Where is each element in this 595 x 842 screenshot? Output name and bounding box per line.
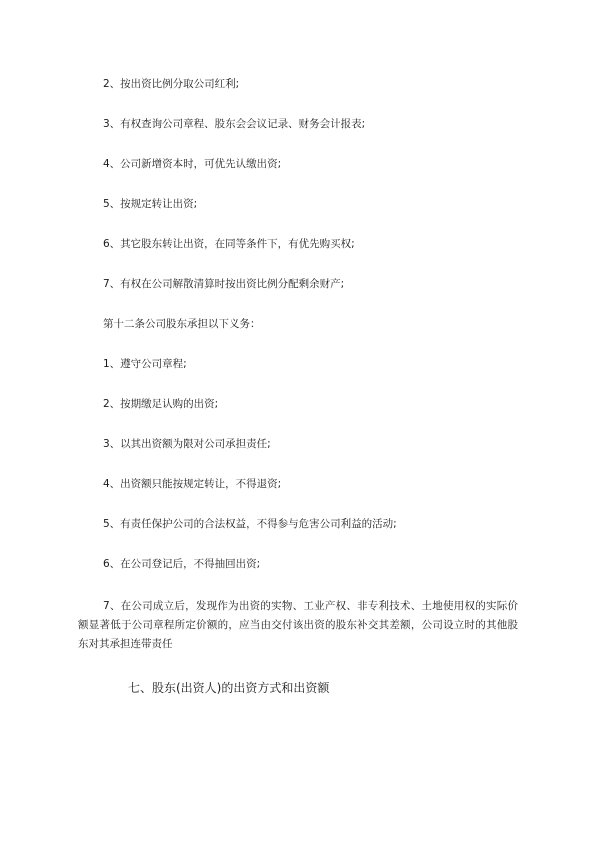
duty-item-7-paragraph: 7、在公司成立后，发现作为出资的实物、工业产权、非专利技术、土地使用权的实际价额显著低于公司章程所定价额的，应当由交付该出资的股东补交其差额，公司设立时的其他股东对其承担连带责任 bbox=[78, 600, 518, 650]
rights-item-2: 2、按出资比例分取公司红利; bbox=[103, 78, 240, 90]
section-7-heading: 七、股东(出资人)的出资方式和出资额 bbox=[128, 681, 330, 695]
rights-item-7: 7、有权在公司解散清算时按出资比例分配剩余财产; bbox=[103, 278, 345, 290]
duty-item-1: 1、遵守公司章程; bbox=[103, 358, 187, 370]
duty-item-2: 2、按期缴足认购的出资; bbox=[103, 398, 219, 410]
duty-item-5: 5、有责任保护公司的合法权益，不得参与危害公司利益的活动; bbox=[103, 518, 397, 530]
article-12-title: 第十二条公司股东承担以下义务： bbox=[103, 318, 261, 330]
rights-item-6: 6、其它股东转让出资，在同等条件下，有优先购买权; bbox=[103, 238, 355, 250]
rights-item-5: 5、按规定转让出资; bbox=[103, 198, 198, 210]
duty-item-3: 3、以其出资额为限对公司承担责任; bbox=[103, 438, 271, 450]
duty-item-4: 4、出资额只能按规定转让，不得退资; bbox=[103, 478, 282, 490]
rights-item-3: 3、有权查询公司章程、股东会会议记录、财务会计报表; bbox=[103, 118, 366, 130]
rights-item-4: 4、公司新增资本时，可优先认缴出资; bbox=[103, 158, 282, 170]
duty-item-6: 6、在公司登记后，不得抽回出资; bbox=[103, 558, 261, 570]
